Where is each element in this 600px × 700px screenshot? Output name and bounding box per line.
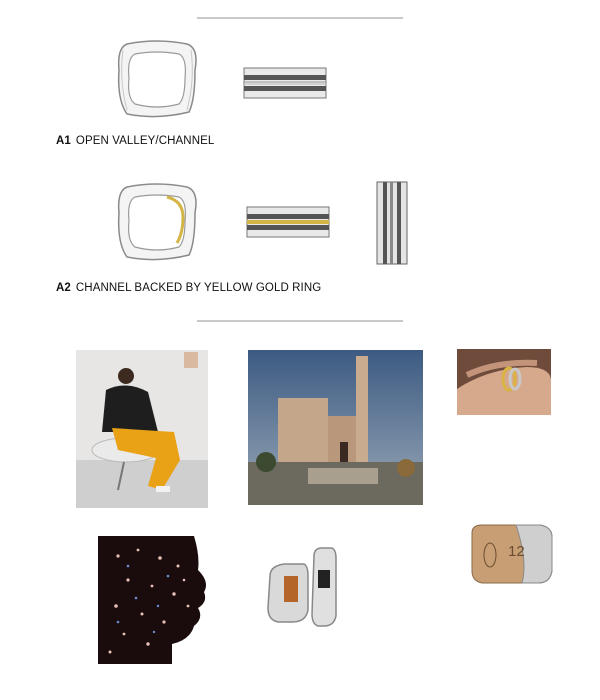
a2-ring-side-sketch [246, 205, 330, 244]
a2-ring-top-sketch [376, 181, 408, 270]
a1-ring-side-sketch [243, 66, 327, 105]
a2-ring-front-sketch [115, 183, 199, 268]
middle-divider [197, 320, 403, 322]
photo-hand-with-rings [457, 349, 551, 415]
photo-model-yellow-trousers [76, 350, 208, 508]
photo-silver-earrings [248, 530, 358, 640]
option-a2-caption [56, 282, 321, 294]
top-divider [197, 17, 403, 19]
option-a1-caption [56, 135, 214, 147]
option-label: OPEN VALLEY/CHANNEL [75, 135, 215, 147]
option-code: A1 [56, 135, 71, 147]
option-label: CHANNEL BACKED BY YELLOW GOLD RING [75, 282, 322, 294]
photo-modern-architecture [248, 350, 423, 505]
a1-ring-front-sketch [115, 40, 199, 125]
photo-face-light-pattern [98, 536, 213, 664]
option-code: A2 [56, 282, 71, 294]
ring-engraving-text: 12 [508, 543, 525, 560]
photo-gold-silver-ring [468, 521, 554, 589]
